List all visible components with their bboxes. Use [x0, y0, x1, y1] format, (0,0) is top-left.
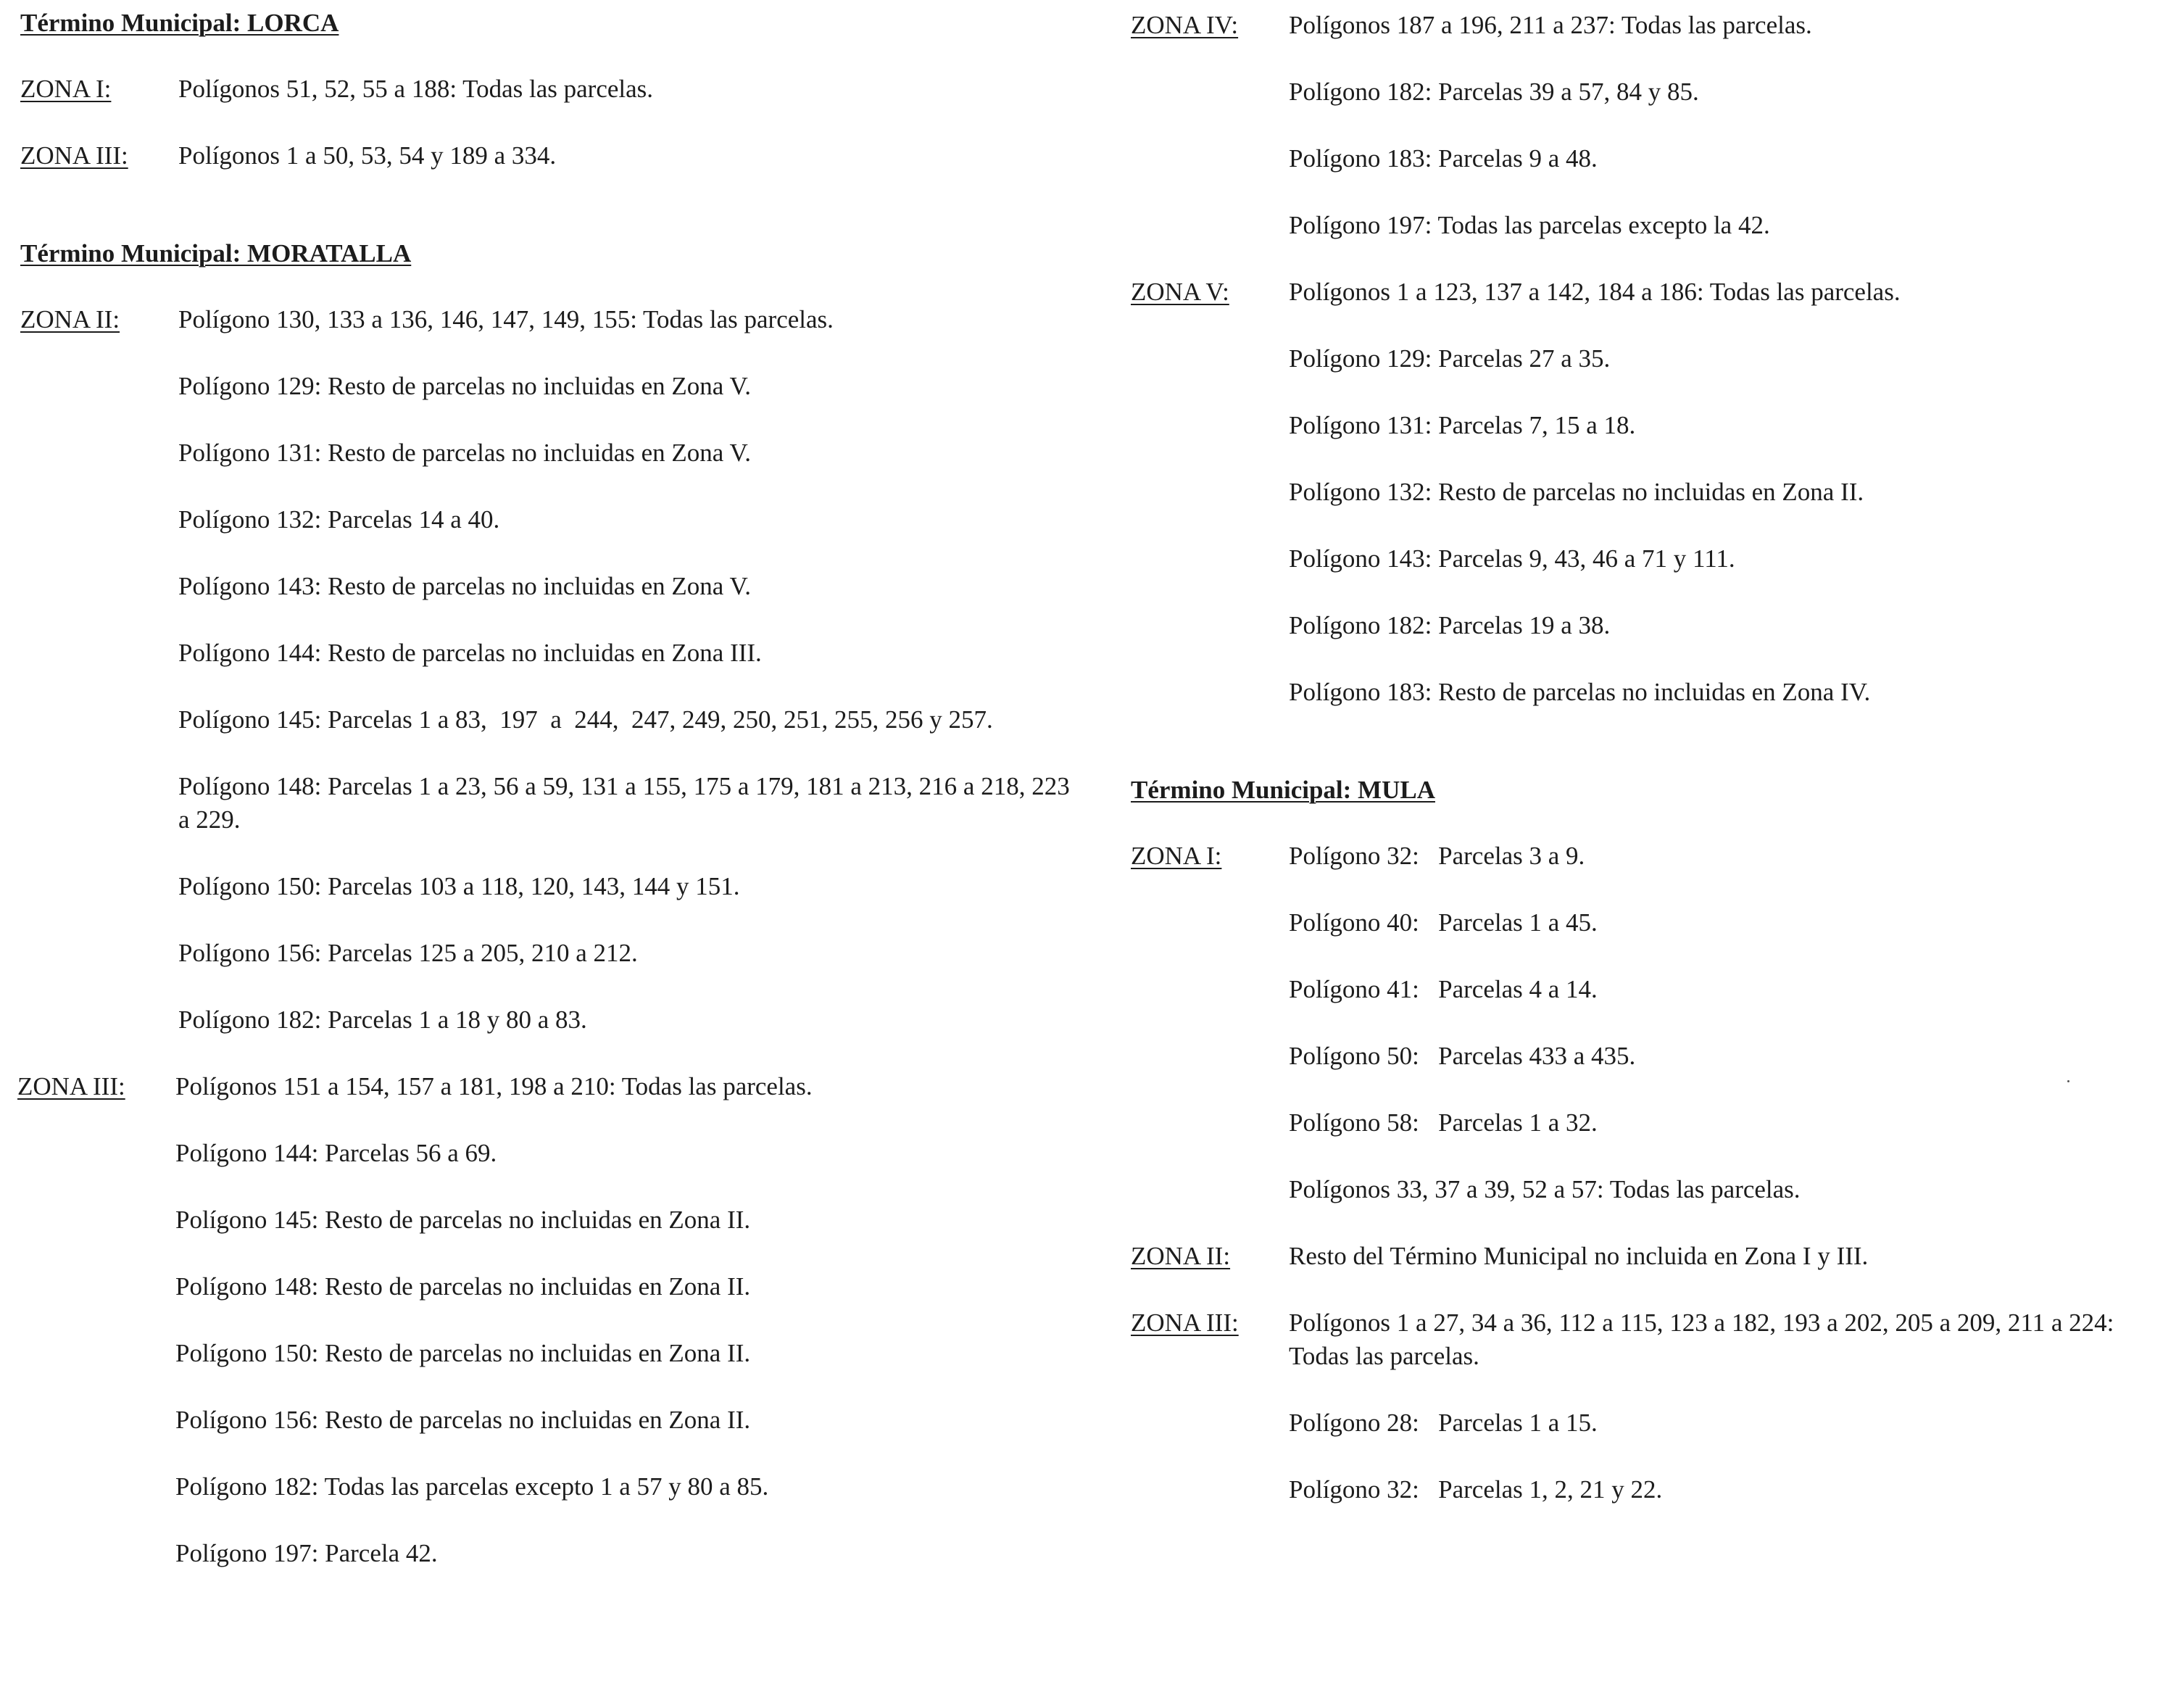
municipality-heading: Término Municipal: LORCA [20, 9, 339, 37]
municipality-moratalla [17, 238, 1086, 1570]
parcel-entry: Polígono 148: Parcelas 1 a 23, 56 a 59, 131 a 155, 175 a 179, 181 a 213, 216 a 218, 223 a 229. [178, 772, 1070, 834]
municipality-heading: Término Municipal: MORATALLA [20, 239, 412, 268]
zone-block [20, 303, 1086, 1037]
zone-label: ZONA III: [20, 141, 128, 170]
parcel-entry: Polígono 182: Parcelas 1 a 18 y 80 a 83. [178, 1006, 587, 1034]
zone-block [1131, 9, 2175, 242]
parcel-entry: Polígono 197: Parcela 42. [175, 1539, 438, 1567]
scan-speck [2067, 1080, 2069, 1082]
parcel-entry: Polígono 156: Resto de parcelas no incluidas en Zona II. [175, 1406, 751, 1434]
zone-block [20, 139, 1086, 173]
parcel-entry: Polígono 144: Parcelas 56 a 69. [175, 1139, 497, 1167]
parcel-entry: Polígonos 1 a 27, 34 a 36, 112 a 115, 123 a 182, 193 a 202, 205 a 209, 211 a 224: Todas las parcelas. [1289, 1309, 2114, 1370]
zone-label: ZONA V: [1131, 278, 1229, 306]
parcel-entry: Polígono 183: Resto de parcelas no incluidas en Zona IV. [1289, 678, 1871, 706]
zone-label: ZONA III: [1131, 1309, 1239, 1337]
parcel-entry: Polígonos 1 a 50, 53, 54 y 189 a 334. [178, 141, 557, 170]
parcel-entry: Resto del Término Municipal no incluida en Zona I y III. [1289, 1242, 1869, 1270]
parcel-entry: Polígono 156: Parcelas 125 a 205, 210 a 212. [178, 939, 638, 967]
left-column [17, 7, 1086, 1604]
parcel-entry: Polígono 130, 133 a 136, 146, 147, 149, 155: Todas las parcelas. [178, 305, 834, 333]
right-column [1131, 9, 2175, 1540]
parcel-entry: Polígonos 1 a 123, 137 a 142, 184 a 186: Todas las parcelas. [1289, 278, 1901, 306]
parcel-entry: Polígono 150: Parcelas 103 a 118, 120, 143, 144 y 151. [178, 872, 740, 900]
municipality-heading: Término Municipal: MULA [1131, 776, 1435, 804]
parcel-entry: Polígono 182: Parcelas 39 a 57, 84 y 85. [1289, 78, 1699, 106]
parcel-entry: Polígono 150: Resto de parcelas no incluidas en Zona II. [175, 1339, 751, 1367]
parcel-entry: Polígono 58: Parcelas 1 a 32. [1289, 1108, 1598, 1137]
parcel-entry: Polígono 182: Todas las parcelas excepto 1 a 57 y 80 a 85. [175, 1472, 769, 1501]
parcel-entry: Polígono 132: Parcelas 14 a 40. [178, 505, 500, 534]
parcel-entry: Polígonos 151 a 154, 157 a 181, 198 a 210: Todas las parcelas. [175, 1072, 813, 1100]
municipality-lorca [20, 7, 1086, 173]
parcel-entry: Polígono 197: Todas las parcelas excepto la 42. [1289, 211, 1770, 239]
zone-block [20, 72, 1086, 106]
zone-label: ZONA III: [17, 1072, 125, 1100]
parcel-entry: Polígono 50: Parcelas 433 a 435. [1289, 1042, 1636, 1070]
parcel-entry: Polígono 143: Parcelas 9, 43, 46 a 71 y 111. [1289, 544, 1735, 573]
zone-label: ZONA I: [20, 75, 112, 103]
parcel-entry: Polígono 40: Parcelas 1 a 45. [1289, 908, 1598, 937]
parcel-entry: Polígonos 187 a 196, 211 a 237: Todas las parcelas. [1289, 11, 1812, 39]
parcel-entry: Polígono 41: Parcelas 4 a 14. [1289, 975, 1598, 1003]
parcel-entry: Polígono 182: Parcelas 19 a 38. [1289, 611, 1611, 639]
parcel-entry: Polígono 32: Parcelas 1, 2, 21 y 22. [1289, 1475, 1663, 1504]
parcel-entry: Polígonos 51, 52, 55 a 188: Todas las parcelas. [178, 75, 654, 103]
parcel-entry: Polígono 129: Resto de parcelas no incluidas en Zona V. [178, 372, 751, 400]
parcel-entry: Polígono 32: Parcelas 3 a 9. [1289, 842, 1585, 870]
zone-label: ZONA I: [1131, 842, 1222, 870]
zone-label: ZONA II: [20, 305, 120, 333]
zone-label: ZONA IV: [1131, 11, 1239, 39]
zone-block [1131, 1306, 2175, 1506]
parcel-entry: Polígono 129: Parcelas 27 a 35. [1289, 344, 1611, 373]
parcel-entry: Polígono 131: Resto de parcelas no incluidas en Zona V. [178, 439, 751, 467]
zone-block [1131, 275, 2175, 709]
zone-label: ZONA II: [1131, 1242, 1231, 1270]
parcel-entry: Polígono 148: Resto de parcelas no incluidas en Zona II. [175, 1272, 751, 1301]
parcel-entry: Polígono 143: Resto de parcelas no incluidas en Zona V. [178, 572, 751, 600]
municipality-moratalla-continued [1131, 9, 2175, 709]
parcel-entry: Polígonos 33, 37 a 39, 52 a 57: Todas las parcelas. [1289, 1175, 1801, 1203]
parcel-entry: Polígono 145: Parcelas 1 a 83, 197 a 244, 247, 249, 250, 251, 255, 256 y 257. [178, 705, 993, 734]
parcel-entry: Polígono 28: Parcelas 1 a 15. [1289, 1409, 1598, 1437]
parcel-entry: Polígono 183: Parcelas 9 a 48. [1289, 144, 1598, 173]
parcel-entry: Polígono 131: Parcelas 7, 15 a 18. [1289, 411, 1636, 439]
zone-block [17, 1070, 1086, 1570]
parcel-entry: Polígono 145: Resto de parcelas no incluidas en Zona II. [175, 1206, 751, 1234]
zone-block [1131, 1240, 2175, 1273]
municipality-mula [1131, 774, 2175, 1506]
parcel-entry: Polígono 132: Resto de parcelas no incluidas en Zona II. [1289, 478, 1864, 506]
parcel-entry: Polígono 144: Resto de parcelas no incluidas en Zona III. [178, 639, 762, 667]
zone-block [1131, 839, 2175, 1206]
